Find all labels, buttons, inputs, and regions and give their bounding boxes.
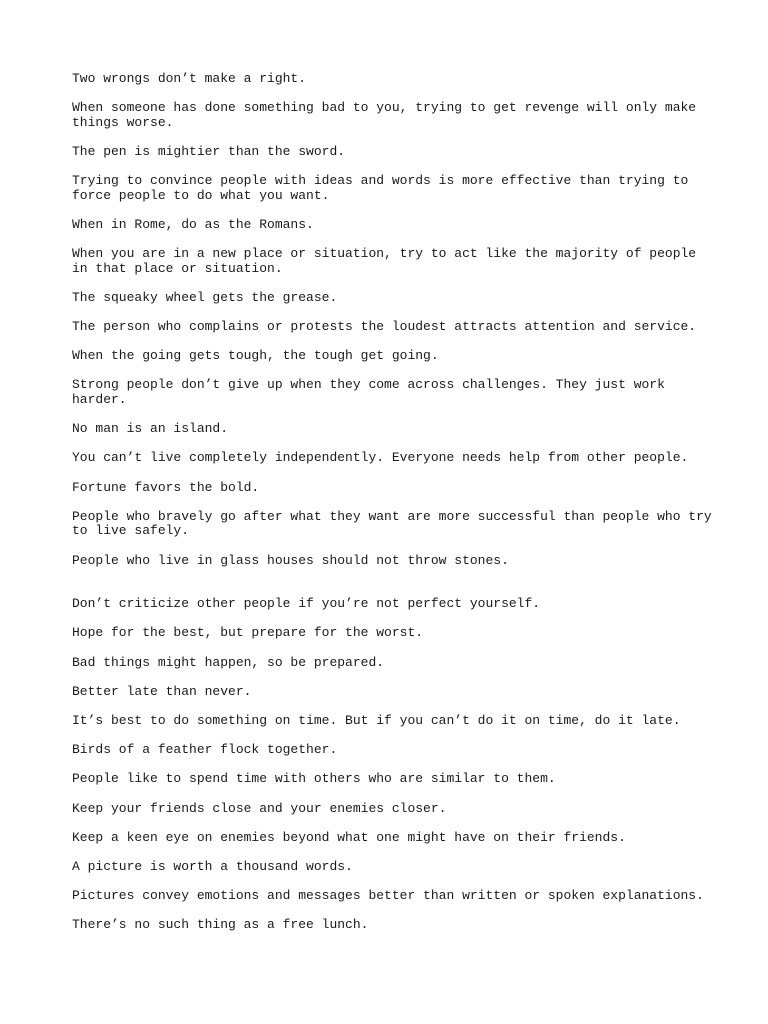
proverb-when-in-rome: When in Rome, do as the Romans. <box>72 216 314 232</box>
proverb-glass-houses: People who live in glass houses should not throw stones. <box>72 552 509 568</box>
meaning-fortune-favors: People who bravely go after what they want are more successful than people who try to live safely. <box>72 508 712 539</box>
meaning-no-man-island: You can’t live completely independently. Everyone needs help from other people. <box>72 450 689 466</box>
proverb-going-gets-tough: When the going gets tough, the tough get going. <box>72 348 439 364</box>
meaning-better-late: It’s best to do something on time. But if you can’t do it on time, do it late. <box>72 712 681 728</box>
proverb-free-lunch: There’s no such thing as a free lunch. <box>72 917 369 933</box>
proverb-pen-mightier: The pen is mightier than the sword. <box>72 143 346 159</box>
meaning-keep-friends-close: Keep a keen eye on enemies beyond what one might have on their friends. <box>72 829 626 845</box>
meaning-two-wrongs: When someone has done something bad to you, trying to get revenge will only make things worse. <box>72 100 697 130</box>
proverb-better-late: Better late than never. <box>72 683 252 699</box>
meaning-birds-feather: People like to spend time with others who are similar to them. <box>72 771 556 787</box>
proverb-picture-worth: A picture is worth a thousand words. <box>72 858 353 874</box>
proverb-birds-feather: Birds of a feather flock together. <box>72 742 338 758</box>
proverb-fortune-favors: Fortune favors the bold. <box>72 479 260 495</box>
meaning-when-in-rome: When you are in a new place or situation, try to act like the majority of people in that place or situation. <box>72 246 697 276</box>
meaning-pen-mightier: Trying to convince people with ideas and words is more effective than trying to force people to do what you want. <box>72 173 689 203</box>
proverb-two-wrongs: Two wrongs don’t make a right. <box>72 71 307 86</box>
proverb-squeaky-wheel: The squeaky wheel gets the grease. <box>72 289 338 305</box>
proverb-hope-for-best: Hope for the best, but prepare for the worst. <box>72 625 424 641</box>
proverb-keep-friends-close: Keep your friends close and your enemies closer. <box>72 800 447 816</box>
meaning-squeaky-wheel: The person who complains or protests the loudest attracts attention and service. <box>72 319 697 335</box>
proverb-no-man-island: No man is an island. <box>72 421 229 437</box>
meaning-glass-houses: Don’t criticize other people if you’re not perfect yourself. <box>72 596 541 612</box>
meaning-picture-worth: Pictures convey emotions and messages better than written or spoken explanations. <box>72 888 704 904</box>
meaning-hope-for-best: Bad things might happen, so be prepared. <box>72 654 385 670</box>
document-page <box>72 72 712 947</box>
meaning-going-gets-tough: Strong people don’t give up when they come across challenges. They just work harder. <box>72 377 665 408</box>
